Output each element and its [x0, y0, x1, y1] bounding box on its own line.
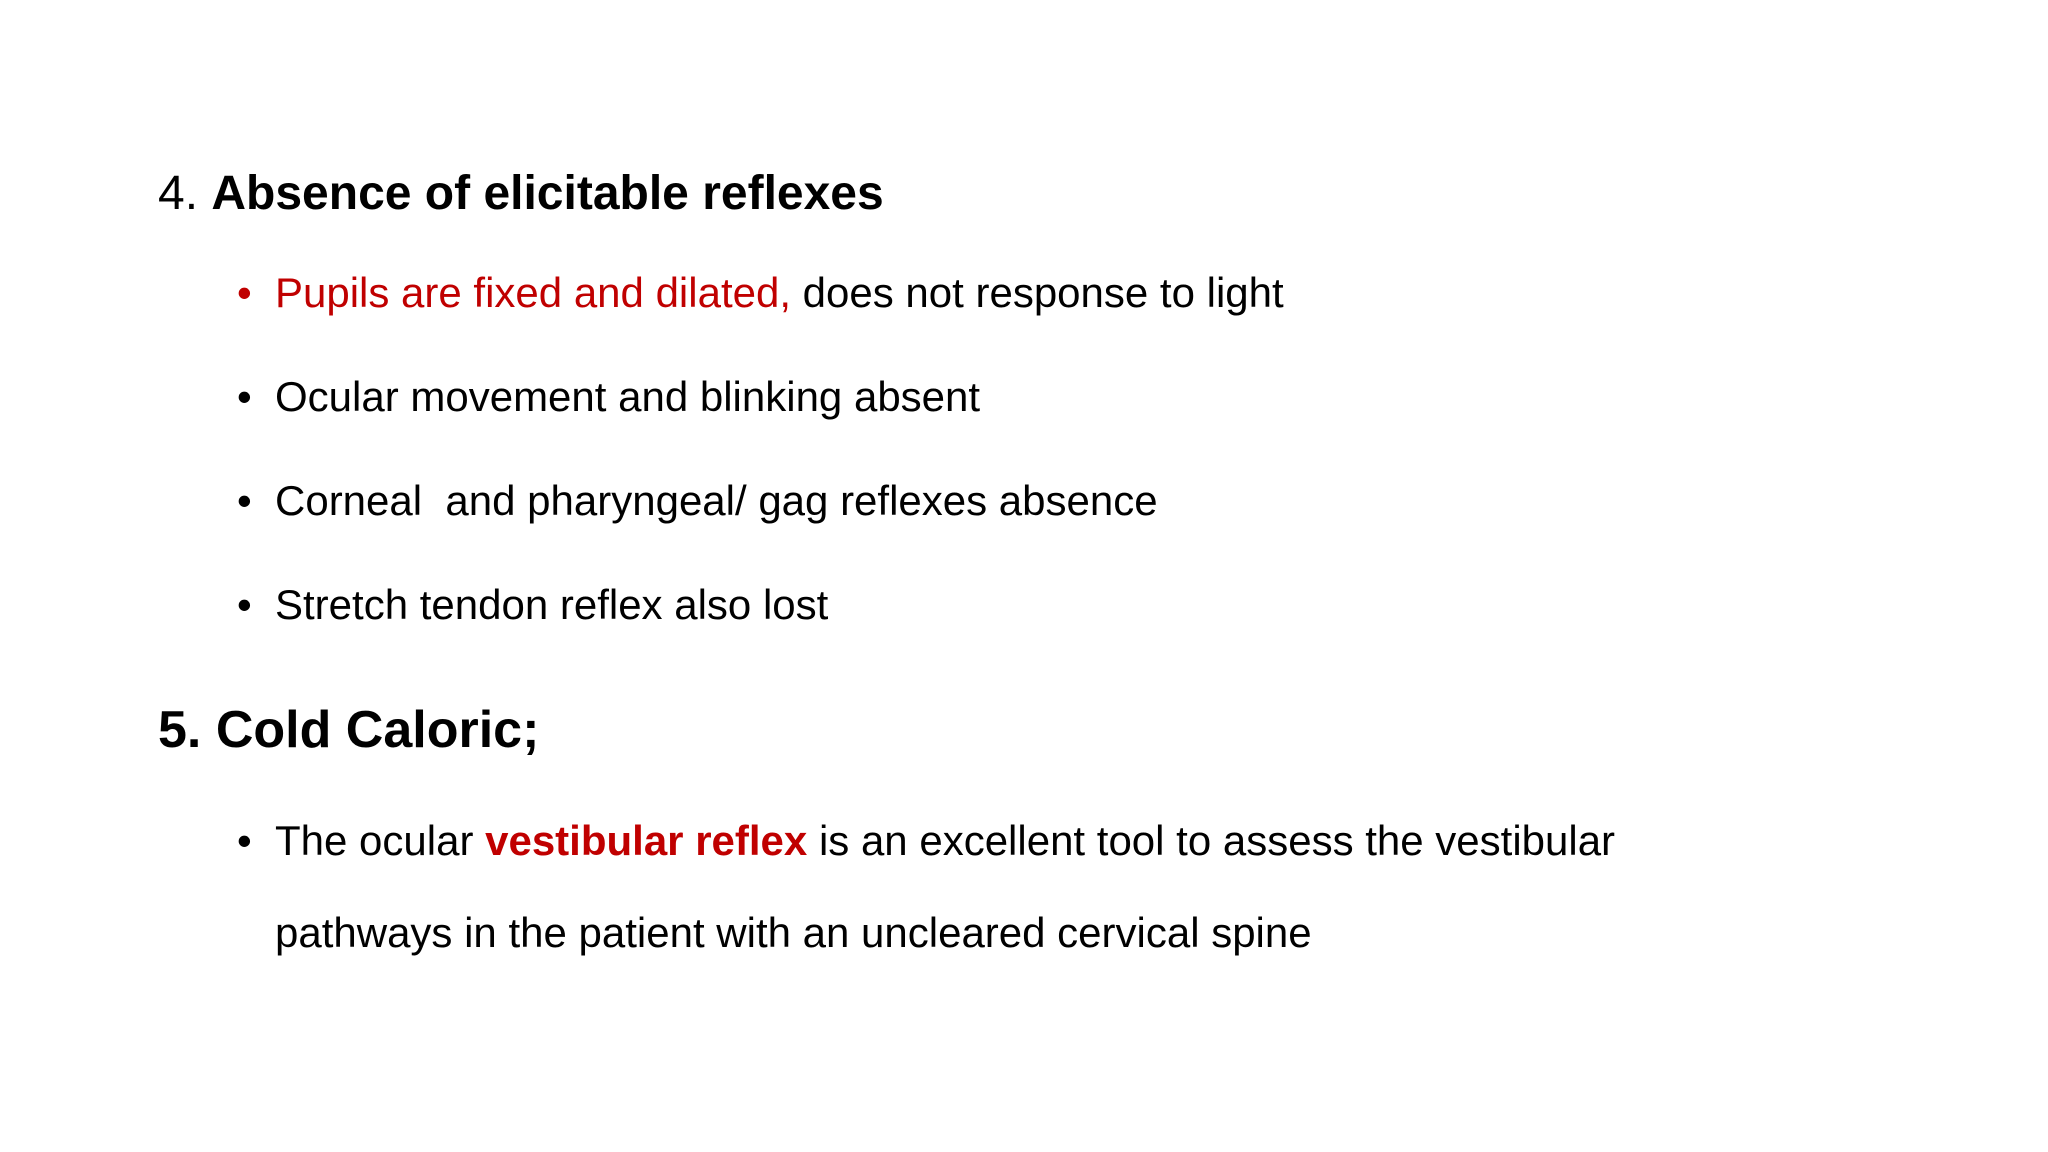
- bullet-ocular-movement: [237, 373, 981, 420]
- bullet-vestibular: [237, 817, 1616, 864]
- bullet-vestibular-continuation: pathways in the patient with an uncleared cervical spine: [275, 909, 1312, 956]
- bullet-dot-icon: •: [237, 477, 252, 524]
- bullet-dot-icon: •: [237, 269, 252, 316]
- bullet-corneal: [237, 477, 1158, 524]
- bullet-vestibular-highlight: vestibular reflex: [485, 817, 808, 864]
- bullet-pupils-rest: does not response to light: [791, 269, 1284, 316]
- bullet-dot-icon: •: [237, 817, 252, 864]
- bullet-corneal-text: Corneal and pharyngeal/ gag reflexes absence: [275, 477, 1158, 524]
- section-5-heading: 5. Cold Caloric;: [158, 701, 540, 759]
- section-4-heading: [158, 167, 884, 220]
- bullet-stretch-tendon-text: Stretch tendon reflex also lost: [275, 581, 829, 628]
- bullet-pupils-highlight: Pupils are fixed and dilated,: [275, 269, 791, 316]
- bullet-vestibular-before: The ocular: [275, 817, 486, 864]
- bullet-dot-icon: •: [237, 581, 252, 628]
- section-4-title: Absence of elicitable reflexes: [211, 167, 884, 220]
- section-4-number: 4.: [158, 167, 199, 220]
- bullet-pupils: [237, 269, 1284, 316]
- bullet-vestibular-after: is an excellent tool to assess the vestibular: [807, 817, 1616, 864]
- bullet-dot-icon: •: [237, 373, 252, 420]
- bullet-stretch-tendon: [237, 581, 829, 628]
- bullet-ocular-movement-text: Ocular movement and blinking absent: [275, 373, 981, 420]
